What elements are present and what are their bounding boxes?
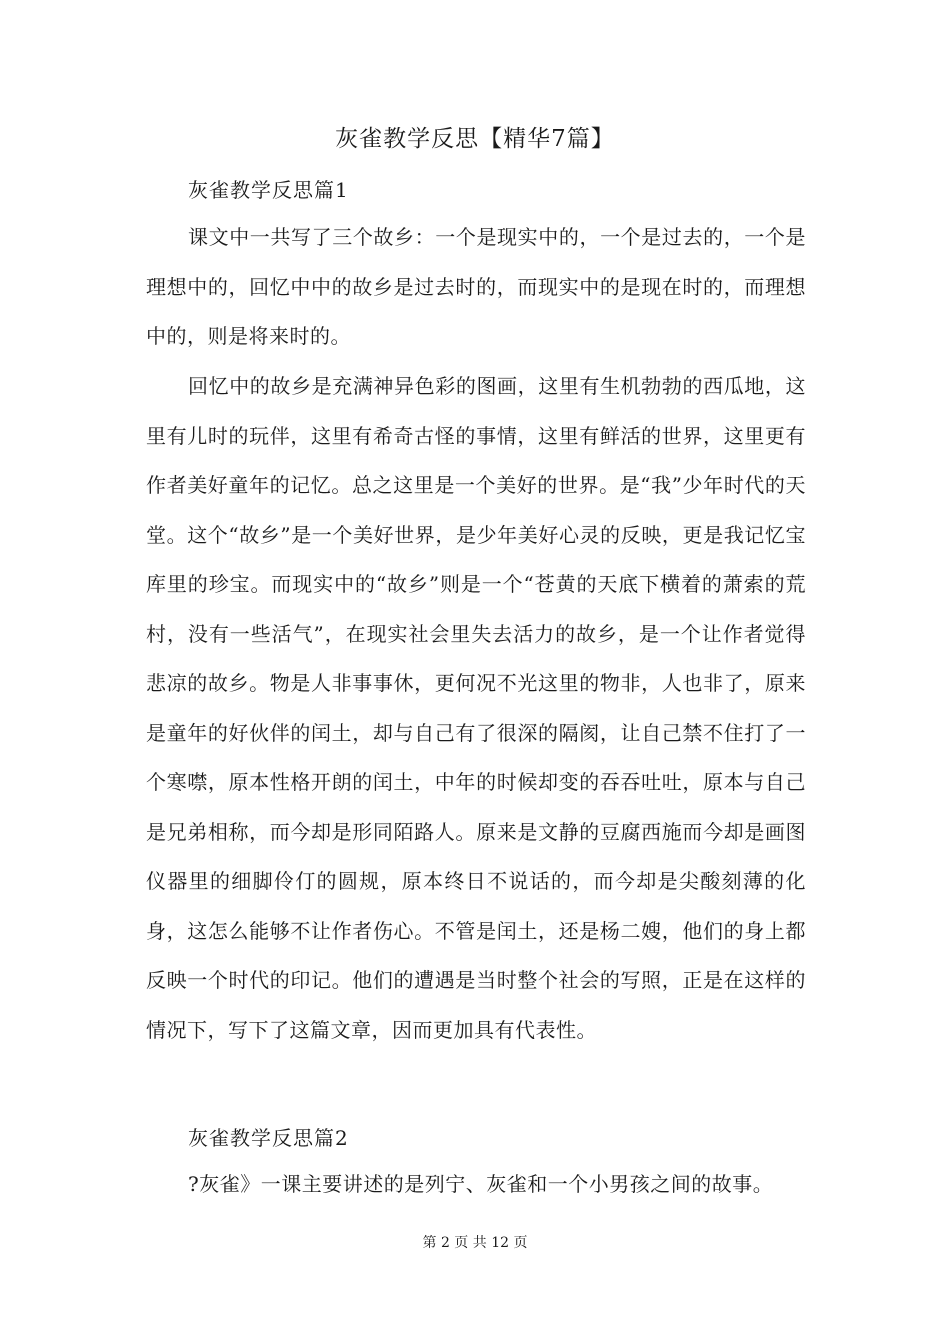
paragraph-2: 回忆中的故乡是充满神异色彩的图画，这里有生机勃勃的西瓜地，这里有儿时的玩伴，这里有希奇古怪的事情，这里有鲜活的世界，这里更有作者美好童年的记忆。总之这里是一个美好的世界。是“我”少年时代的天堂。这个“故乡”是一个美好世界，是少年美好心灵的反映，更是我记忆宝库里的珍宝。而现实中的“故乡”则是一个“苍黄的天底下横着的萧索的荒村，没有一些活气”，在现实社会里失去活力的故乡，是一个让作者觉得悲凉的故乡。物是人非事事休，更何况不光这里的物非，人也非了，原来是童年的好伙伴的闰土，却与自己有了很深的隔阂，让自己禁不住打了一个寒噤，原本性格开朗的闰土，中年的时候却变的吞吞吐吐，原本与自己是兄弟相称，而今却是形同陌路人。原来是文静的豆腐西施而今却是画图仪器里的细脚伶仃的圆规，原本终日不说话的，而今却是尖酸刻薄的化身，这怎么能够不让作者伤心。不管是闰土，还是杨二嫂，他们的身上都反映一个时代的印记。他们的遭遇是当时整个社会的写照，正是在这样的情况下，写下了这篇文章，因而更加具有代表性。 <box>146 374 806 1042</box>
paragraph-3: ?灰雀》一课主要讲述的是列宁、灰雀和一个小男孩之间的故事。 <box>188 1172 774 1196</box>
section-heading-2: 灰雀教学反思篇2 <box>188 1126 349 1150</box>
document-title: 灰雀教学反思【精华7篇】 <box>335 126 615 152</box>
paragraph-1: 课文中一共写了三个故乡：一个是现实中的，一个是过去的，一个是理想中的，回忆中中的故乡是过去时的，而现实中的是现在时的，而理想中的，则是将来时的。 <box>146 225 806 348</box>
section-heading-1: 灰雀教学反思篇1 <box>188 178 349 202</box>
page-footer: 第 2 页 共 12 页 <box>422 1235 528 1251</box>
